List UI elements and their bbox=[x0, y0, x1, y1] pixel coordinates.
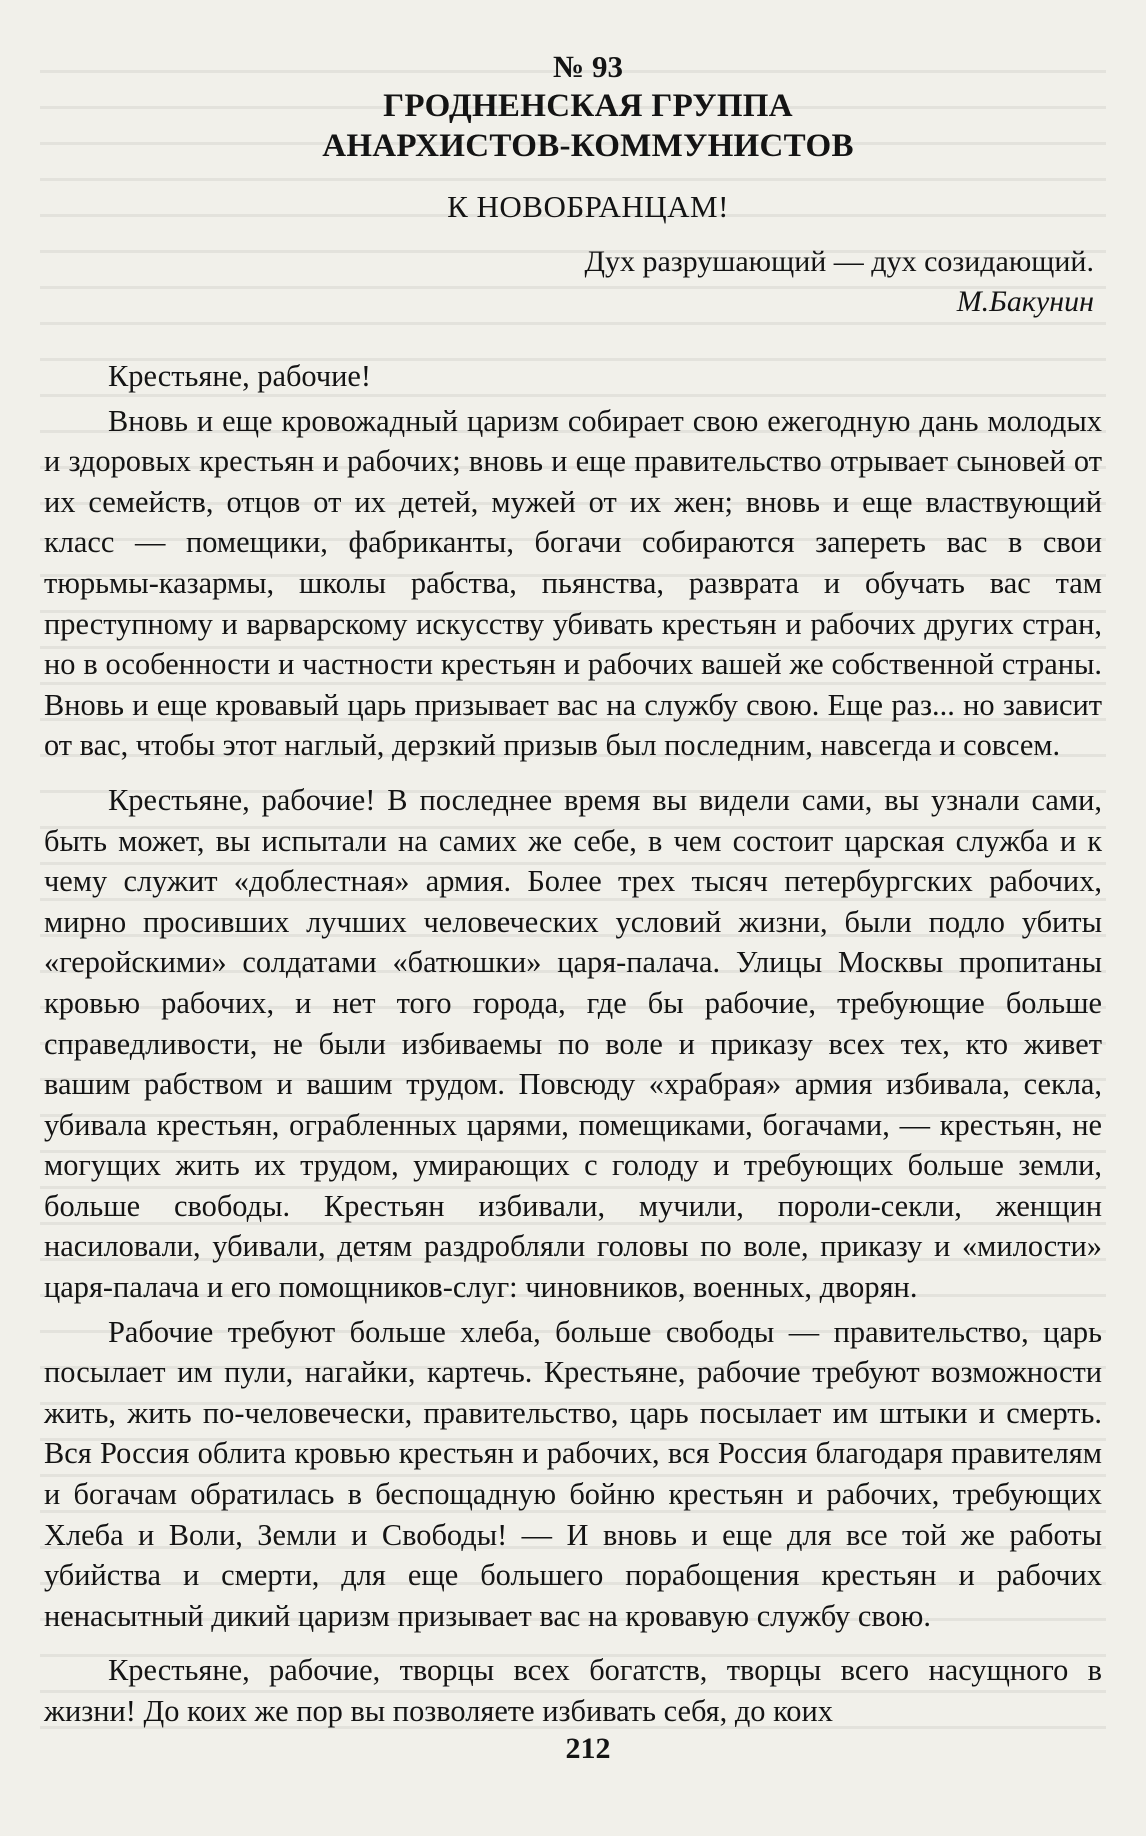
paragraph: Вновь и еще кровожадный царизм собирает свою ежегодную дань молодых и здоровых крестьян и рабочих; вновь и еще правительство отрывает сыновей от их семейств, отцов от их детей, мужей от их жен; вновь и еще властвующий класс — помещики, фабриканты, богачи собираются запереть вас в свои тюрьмы-казармы, школы рабства, пьянства, разврата и обучать вас там преступному и варварскому искусству убивать крестьян и рабочих других стран, но в особенности и частности крестьян и рабочих вашей же собственной страны. Вновь и еще кровавый царь призывает вас на службу свою. Еще раз... но зависит от вас, чтобы этот наглый, дерзкий призыв был последним, навсегда и совсем. bbox=[44, 403, 1102, 763]
document-title: К НОВОБРАНЦАМ! bbox=[447, 189, 729, 224]
paragraph: Крестьяне, рабочие! В последнее время вы видели сами, вы узнали сами, быть может, вы испытали на самих же себе, в чем состоит царская служба и к чему служит «доблестная» армия. Более трех тысяч петербургских рабочих, мирно просивших лучших человеческих условий жизни, были подло убиты «геройскими» солдатами «батюшки» царя-палача. Улицы Москвы пропитаны кровью рабочих, и нет того города, где бы рабочие, требующие больше справедливости, не были избиваемы по воле и приказу всех тех, кто живет вашим рабством и вашим трудом. Повсюду «храбрая» армия избивала, секла, убивала крестьян, ограбленных царями, помещиками, богачами, — крестьян, не могущих жить их трудом, умирающих с голоду и требующих больше земли, больше свободы. Крестьян избивали, мучили, пороли-секли, женщин насиловали, убивали, детям раздробляли головы по воле, приказу и «милости» царя-палача и его помощников-слуг: чиновников, военных, дворян. bbox=[44, 782, 1102, 1305]
paragraph: Рабочие требуют больше хлеба, больше свободы — правительство, царь посылает им пули, нагайки, картечь. Крестьяне, рабочие требуют возможности жить, жить по-человечески, правительство, царь посылает им штыки и смерть. Вся Россия облита кровью крестьян и рабочих, вся Россия благодаря правителям и богачам обратилась в беспощадную бойню крестьян и рабочих, требующих Хлеба и Воли, Земли и Свободы! — И вновь и еще для все той же работы убийства и смерти, для еще большего порабощения крестьян и рабочих ненасытный дикий царизм призывает вас на кровавую службу свою. bbox=[44, 1314, 1102, 1633]
paragraph: Крестьяне, рабочие, творцы всех богатств, творцы всего насущного в жизни! До коих же пор вы позволяете избивать себя, до коих bbox=[44, 1653, 1102, 1728]
organization-line-2: АНАРХИСТОВ-КОММУНИСТОВ bbox=[322, 128, 854, 164]
document-number: № 93 bbox=[553, 49, 623, 84]
page-number: 212 bbox=[565, 1732, 611, 1765]
epigraph-author: М.Бакунин bbox=[956, 285, 1094, 318]
organization-line-1: ГРОДНЕНСКАЯ ГРУППА bbox=[383, 88, 793, 124]
body-text bbox=[44, 356, 1102, 1732]
paragraph-salutation: Крестьяне, рабочие! bbox=[108, 359, 371, 393]
epigraph-quote: Дух разрушающий — дух созидающий. bbox=[584, 245, 1094, 278]
